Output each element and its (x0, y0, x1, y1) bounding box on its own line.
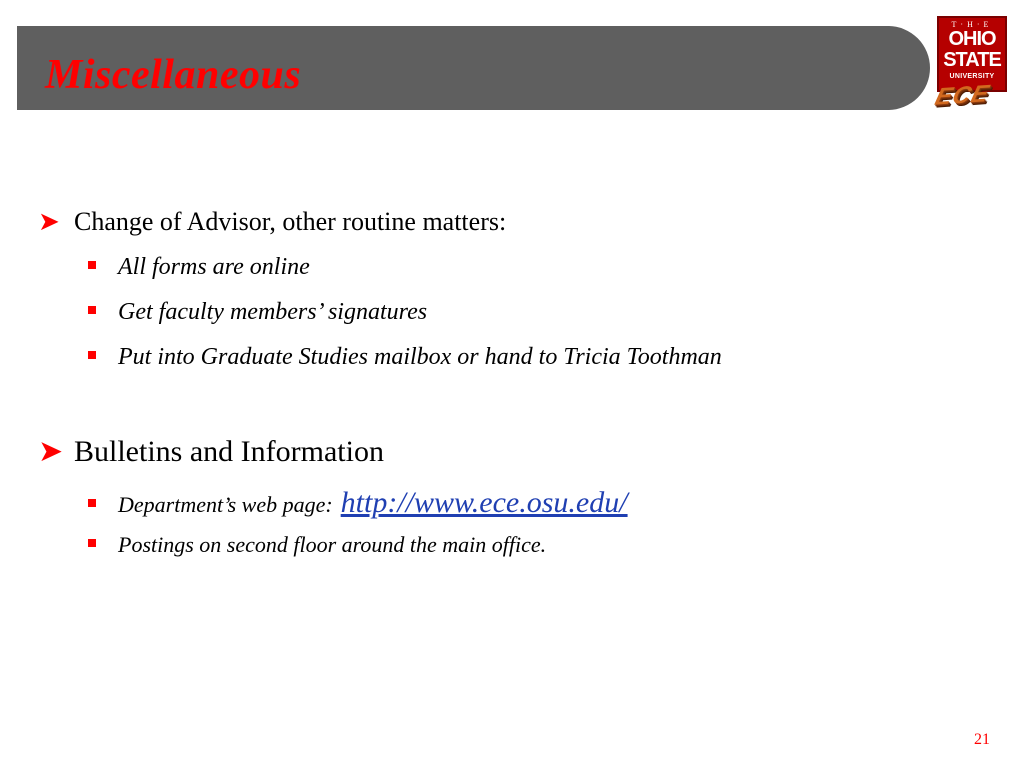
bullet-level2-item (88, 486, 628, 520)
logo-university-text: UNIVERSITY (949, 73, 995, 80)
bullet-heading: Bulletins and Information (74, 435, 384, 468)
square-bullet-icon (88, 351, 96, 359)
bullet-text: All forms are online (118, 254, 310, 280)
square-bullet-icon (88, 306, 96, 314)
bullet-level1-bulletins (38, 434, 384, 469)
logo-ece-text: ECE (932, 80, 993, 111)
arrowhead-bullet-icon: ➤ (38, 207, 60, 237)
bullet-level2-item (88, 532, 546, 558)
bullet-text: Postings on second floor around the main office. (118, 532, 547, 557)
square-bullet-icon (88, 261, 96, 269)
logo-state-text: STATE (943, 49, 1001, 71)
bullet-text: Put into Graduate Studies mailbox or hand to Tricia Toothman (118, 344, 722, 370)
logo-ohio-text: OHIO (948, 28, 996, 50)
square-bullet-icon (88, 539, 96, 547)
arrowhead-bullet-icon: ➤ (38, 434, 64, 469)
page-number: 21 (974, 731, 990, 748)
bullet-heading: Change of Advisor, other routine matters: (74, 207, 507, 236)
slide-title: Miscellaneous (45, 52, 302, 98)
bullet-text: Department’s web page: (118, 492, 333, 517)
bullet-level1-advisor (38, 207, 506, 237)
square-bullet-icon (88, 499, 96, 507)
bullet-level2-item (88, 344, 722, 371)
department-web-link[interactable]: http://www.ece.osu.edu/ (340, 486, 628, 519)
osu-ece-logo (934, 14, 1018, 114)
bullet-text: Get faculty members’ signatures (118, 299, 428, 325)
bullet-level2-item (88, 254, 310, 281)
bullet-level2-item (88, 299, 427, 326)
logo-the-text: T·H·E (951, 20, 993, 29)
